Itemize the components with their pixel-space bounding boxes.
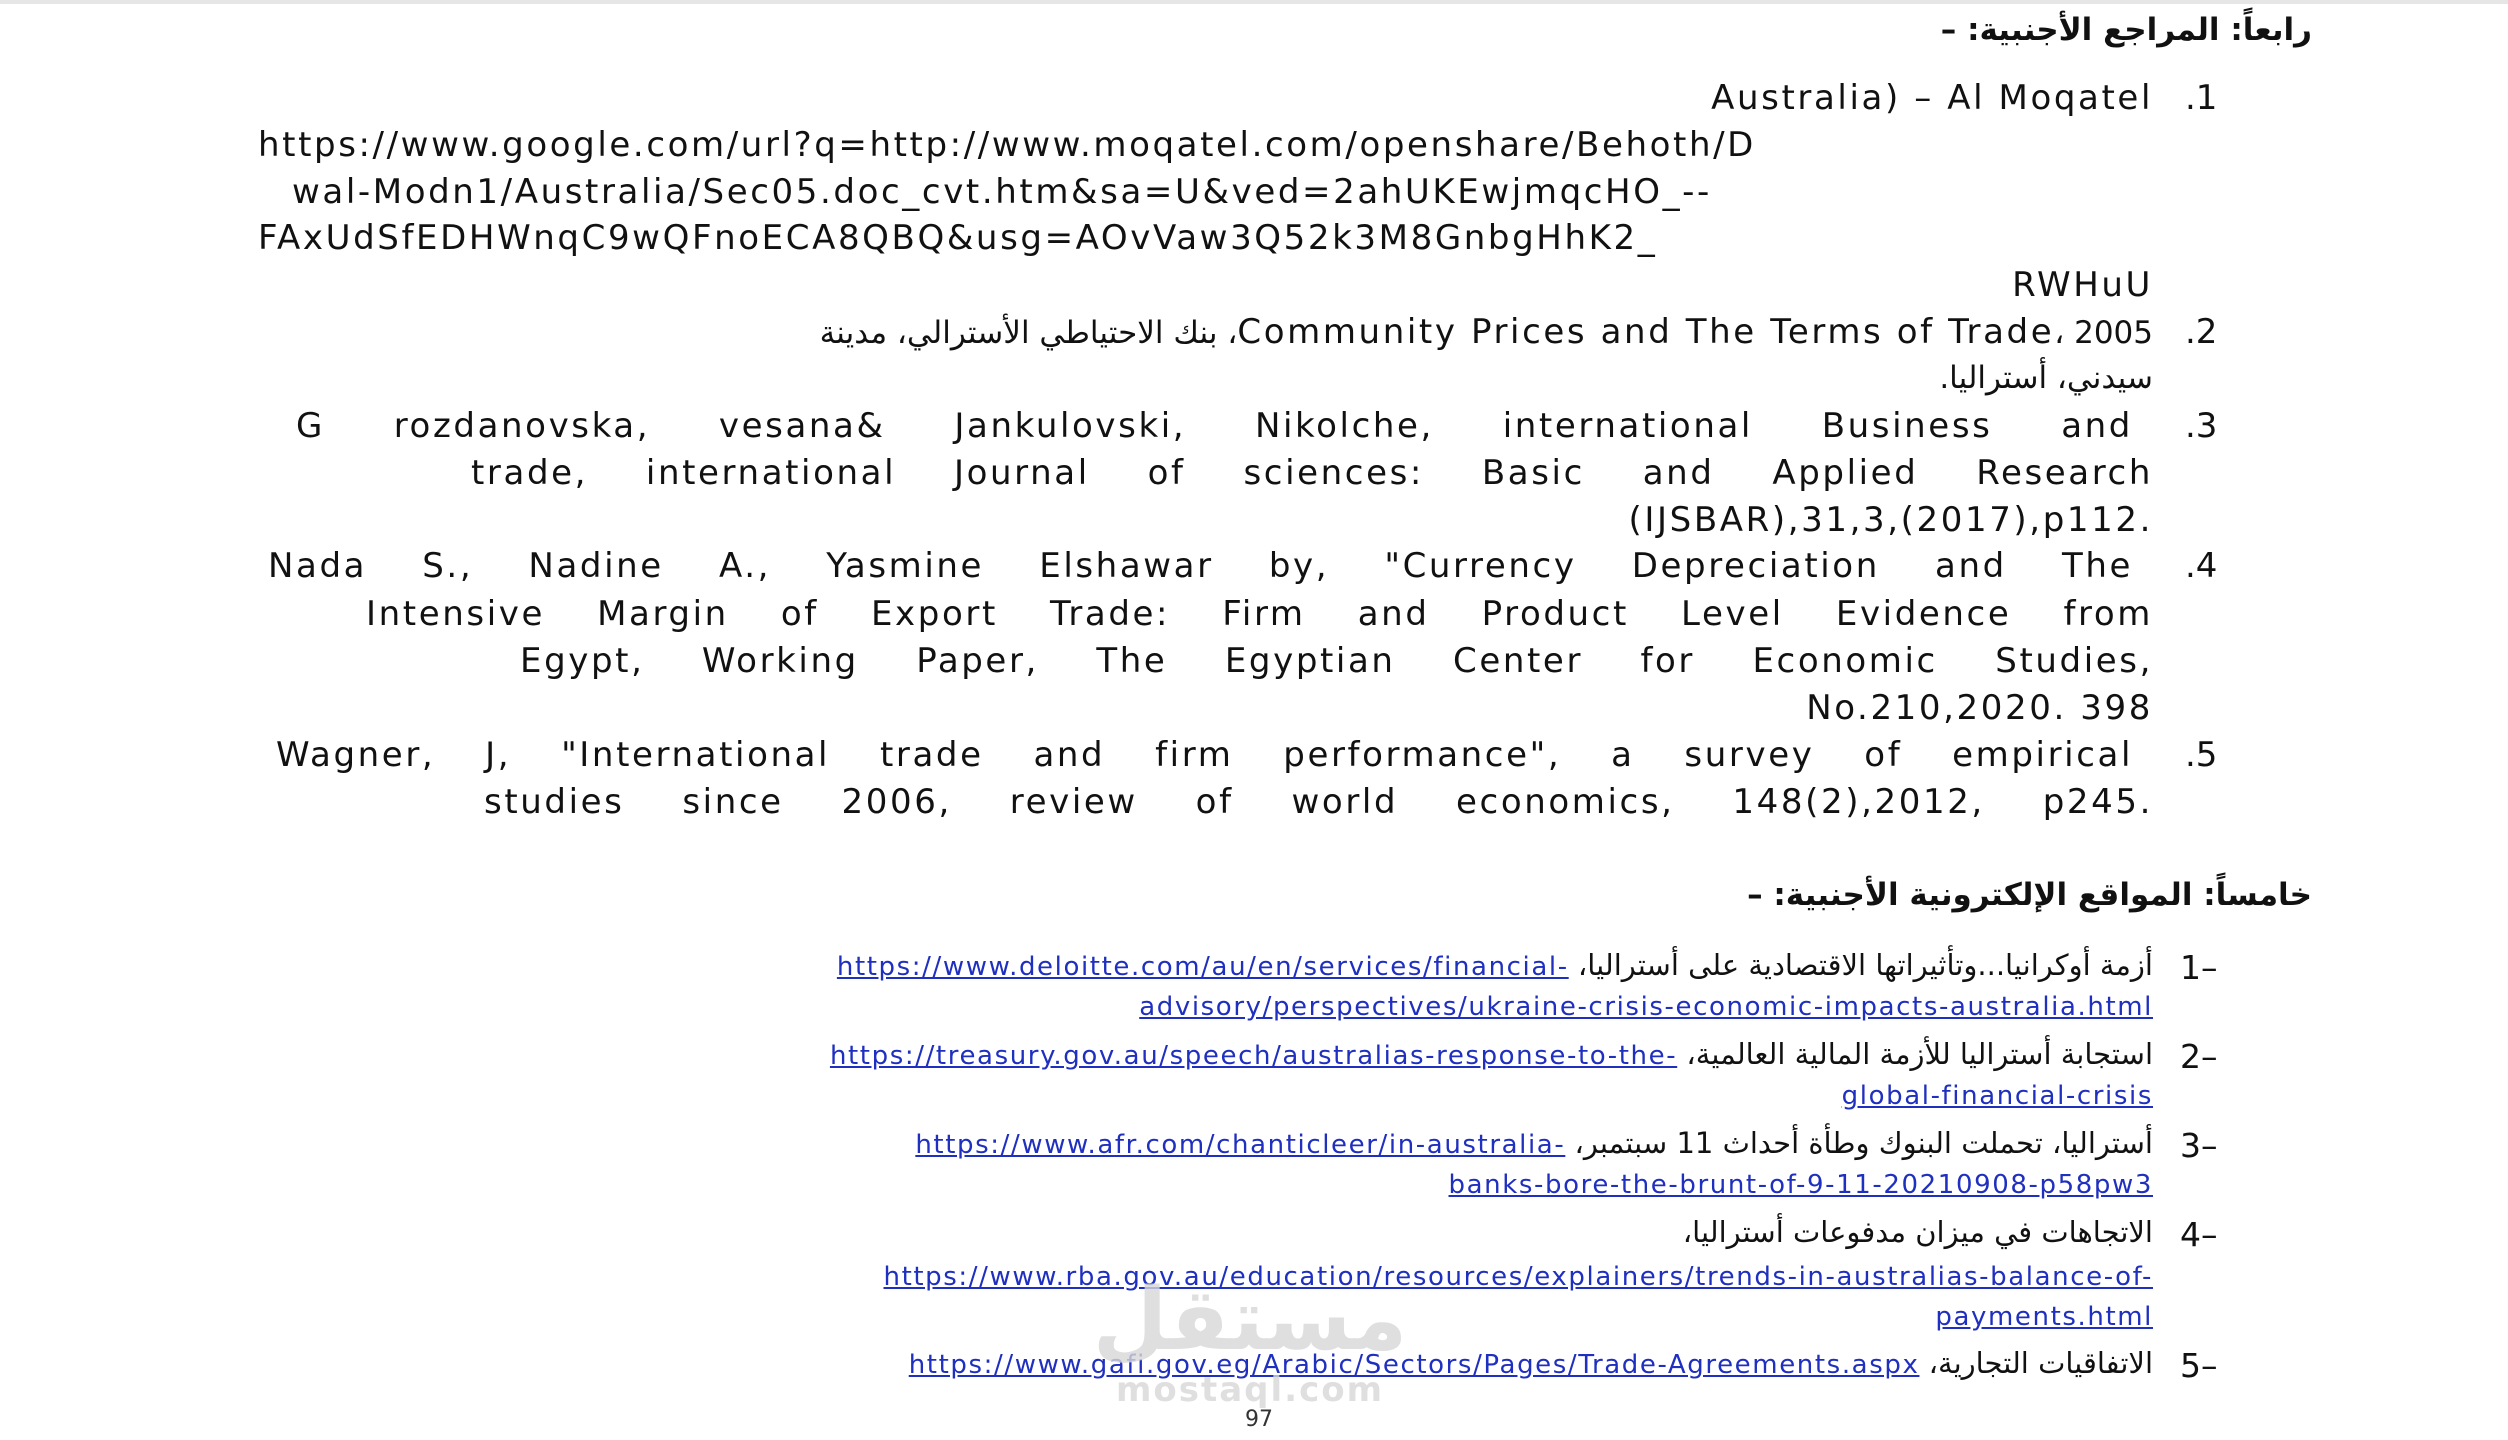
ref-4-line-3: Egypt, Working Paper, The Egyptian Center for Economic Studies, bbox=[520, 641, 2153, 681]
ref-5-line-2: studies since 2006, review of world economics, 148(2),2012, p245. bbox=[484, 782, 2153, 822]
ref-3-number: .3 bbox=[2185, 406, 2218, 446]
ref-4-line-1: Nada S., Nadine A., Yasmine Elshawar by, "Currency Depreciation and The bbox=[268, 546, 2133, 586]
site-1-line-2 bbox=[1139, 992, 2153, 1022]
watermark-text: مستقل bbox=[1092, 1270, 1408, 1370]
ref-1-line-1: Australia) – Al Moqatel bbox=[1711, 78, 2153, 118]
ref-1-line-3: wal-Modn1/Australia/Sec05.doc_cvt.htm&sa=U&ved=2ahUKEwjmqcHO_-- bbox=[292, 172, 1712, 212]
site-4-number: 4– bbox=[2180, 1215, 2218, 1254]
site-2-title: استجابة أستراليا للأزمة المالية العالمية، bbox=[1686, 1037, 2153, 1071]
ref-1-number: .1 bbox=[2185, 78, 2218, 118]
site-3-number: 3– bbox=[2180, 1126, 2218, 1165]
site-1-link-part-2[interactable]: advisory/perspectives/ukraine-crisis-economic-impacts-australia.html bbox=[1139, 992, 2153, 1022]
ref-2-line-2: سيدني، أستراليا. bbox=[1939, 360, 2153, 396]
ref-2-number: .2 bbox=[2185, 312, 2218, 352]
site-4-line-2 bbox=[883, 1262, 2153, 1292]
section5-heading: خامساً: المواقع الإلكترونية الأجنبية: – bbox=[1747, 877, 2312, 913]
ref-1-line-2: https://www.google.com/url?q=http://www.moqatel.com/openshare/Behoth/D bbox=[258, 125, 1756, 165]
site-4-link-part-2[interactable]: payments.html bbox=[1935, 1302, 2153, 1332]
ref-4-number: .4 bbox=[2185, 546, 2218, 586]
ref-3-line-1: G rozdanovska, vesana& Jankulovski, Nikolche, international Business and bbox=[296, 406, 2133, 446]
site-3-link-part-1[interactable]: https://www.afr.com/chanticleer/in-australia- bbox=[915, 1130, 1566, 1160]
site-4-title: الاتجاهات في ميزان مدفوعات أستراليا، bbox=[1682, 1215, 2153, 1249]
site-4-link-part-1[interactable]: https://www.rba.gov.au/education/resources/explainers/trends-in-australias-balance-of- bbox=[883, 1262, 2153, 1292]
ref-5-number: .5 bbox=[2185, 735, 2218, 775]
site-2-number: 2– bbox=[2180, 1037, 2218, 1076]
ref-1-line-4: FAxUdSfEDHWnqC9wQFnoECA8QBQ&usg=AOvVaw3Q52k3M8GnbgHhK2_ bbox=[258, 218, 1658, 258]
site-1-line-1 bbox=[837, 948, 2153, 982]
site-1-link-part-1[interactable]: https://www.deloitte.com/au/en/services/financial- bbox=[836, 952, 1569, 982]
page-number: 97 bbox=[1245, 1407, 1273, 1432]
site-3-title: أستراليا، تحملت البنوك وطأة أحداث 11 سبتمبر، bbox=[1574, 1126, 2153, 1160]
site-2-link-part-2[interactable]: global-financial-crisis bbox=[1841, 1081, 2153, 1111]
site-3-line-1 bbox=[915, 1126, 2153, 1160]
watermark-logo bbox=[1085, 1270, 1415, 1420]
ref-3-line-2: trade, international Journal of sciences: Basic and Applied Research bbox=[471, 453, 2153, 493]
site-2-line-2 bbox=[1842, 1081, 2153, 1111]
site-2-link-part-1[interactable]: https://treasury.gov.au/speech/australias-response-to-the- bbox=[829, 1041, 1678, 1071]
ref-5-line-1: Wagner, J, "International trade and firm performance", a survey of empirical bbox=[276, 735, 2133, 775]
ref-2-english-title: Community Prices and The Terms of Trade bbox=[1237, 312, 2055, 352]
site-5-title: الاتفاقيات التجارية، bbox=[1928, 1346, 2153, 1380]
site-1-number: 1– bbox=[2180, 948, 2218, 987]
ref-3-line-3: (IJSBAR),31,3,(2017),p112. bbox=[1628, 500, 2153, 540]
ref-4-line-2: Intensive Margin of Export Trade: Firm and Product Level Evidence from bbox=[366, 594, 2153, 634]
ref-2-line-1 bbox=[820, 312, 2153, 352]
ref-4-line-4: No.210,2020. 398 bbox=[1806, 688, 2153, 728]
site-3-line-2 bbox=[1449, 1170, 2154, 1200]
site-5-number: 5– bbox=[2180, 1346, 2218, 1385]
watermark-subtext: mostaql.com bbox=[1115, 1370, 1385, 1410]
site-5-link[interactable]: https://www.gafi.gov.eg/Arabic/Sectors/Pages/Trade-Agreements.aspx bbox=[908, 1350, 1920, 1380]
site-1-title: أزمة أوكرانيا...وتأثيراتها الاقتصادية على أستراليا، bbox=[1577, 948, 2153, 982]
site-2-line-1 bbox=[830, 1037, 2153, 1071]
site-4-line-3 bbox=[1935, 1302, 2153, 1332]
site-4-line-1 bbox=[1683, 1215, 2153, 1249]
site-3-link-part-2[interactable]: banks-bore-the-brunt-of-9-11-20210908-p58pw3 bbox=[1448, 1170, 2153, 1200]
section4-heading: رابعاً: المراجع الأجنبية: – bbox=[1940, 12, 2312, 48]
ref-1-line-5: RWHuU bbox=[2012, 265, 2153, 305]
ref-2-arabic-details: ، 2005، بنك الاحتياطي الأسترالي، مدينة bbox=[819, 315, 2153, 351]
